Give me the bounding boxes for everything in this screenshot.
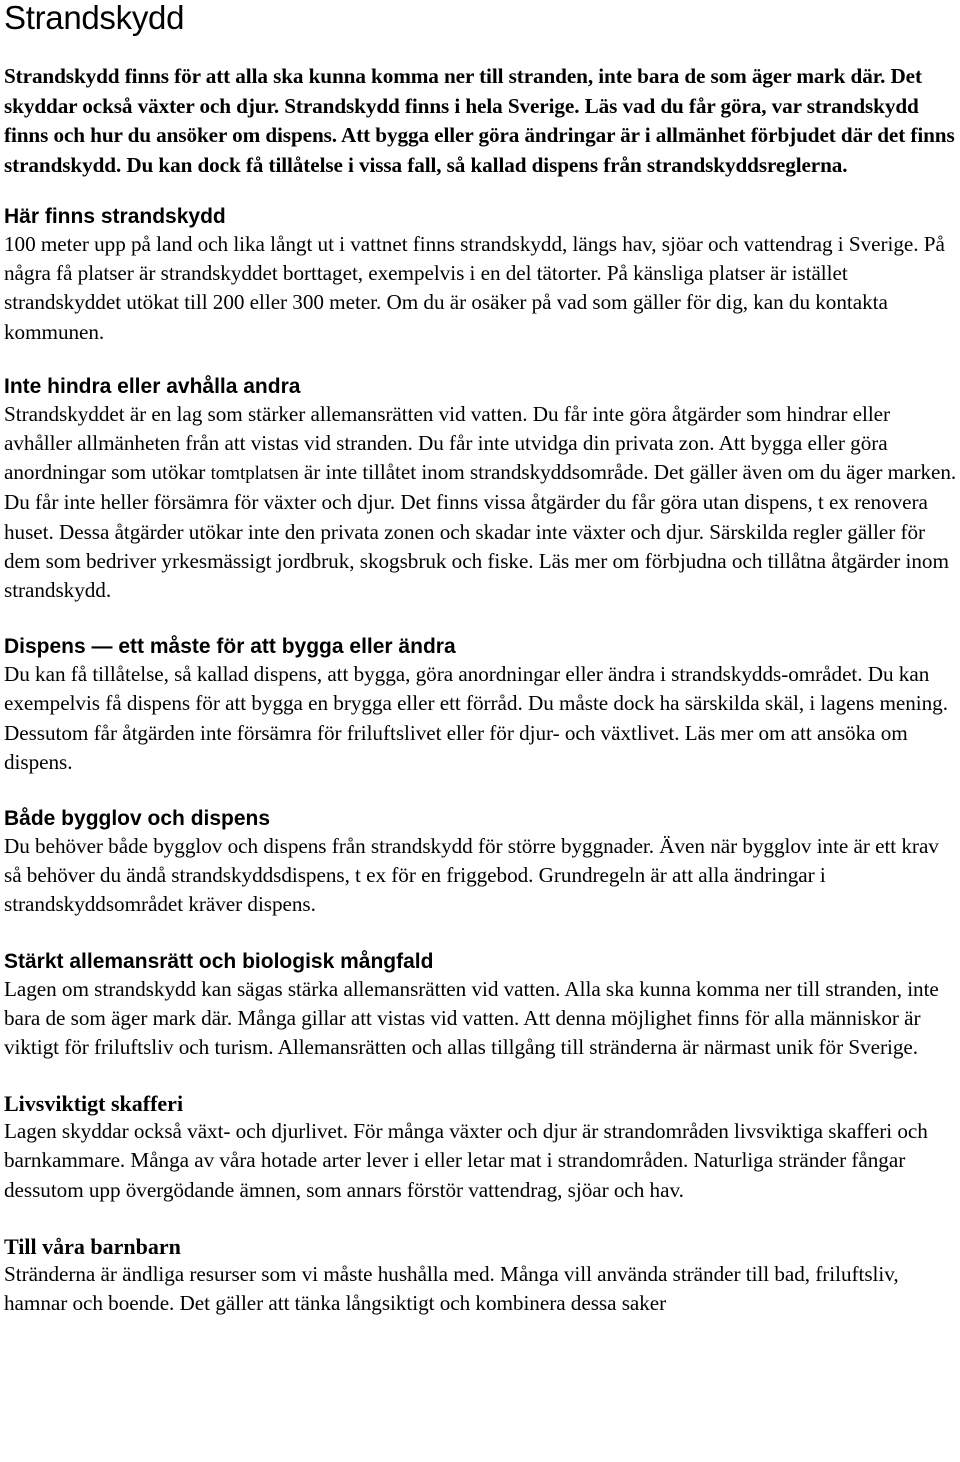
section-livsviktigt-skafferi [4,1091,960,1205]
section-heading: Här finns strandskydd [4,205,226,228]
section-text [4,400,960,605]
section-heading: Dispens — ett måste för att bygga eller ändra [4,635,456,659]
section-heading: Stärkt allemansrätt och biologisk mångfald [4,949,434,973]
section-text: Du behöver både bygglov och dispens från strandskydd för större byggnader. Även när bygglov inte är ett krav så behöver du ändå strandskyddsdispens, t ex för en friggebod. Grundregeln är att alla ändringar i strandskyddsområdet kräver dispens. [4,834,939,917]
page-title: Strandskydd [4,0,185,36]
section-dispens [4,634,960,777]
intro-paragraph: Strandskydd finns för att alla ska kunna komma ner till stranden, inte bara de som äger mark där. Det skyddar också växter och djur. Strandskydd finns i hela Sverige. Läs vad du får göra, var strandskydd finns och hur du ansöker om dispens. Att bygga eller göra ändringar är i allmänhet förbjudet där det finns strandskydd. Du kan dock få tillåtelse i vissa fall, så kallad dispens från strandskyddsreglerna. [4,64,955,177]
section-heading: Till våra barnbarn [4,1233,181,1259]
section-text-part: är inte tillåtet inom strandskyddsområde. Det gäller även om du äger marken. Du får inte heller försämra för växter och djur. Det finns vissa åtgärder du får göra utan dispens, t ex renovera huset. Dessa åtgärder utökar inte den privata zonen och skadar inte växter och djur. Särskilda regler gäller för dem som bedriver yrkesmässigt jordbruk, skogsbruk och fiske. Läs mer om förbjudna och tillåtna åtgärder inom strandskydd. [4,460,957,603]
section-text: 100 meter upp på land och lika långt ut i vattnet finns strandskydd, längs hav, sjöar och vattendrag i Sverige. På några få platser är strandskyddet borttaget, exempelvis i en del tätorter. På känsliga platser är istället strandskyddet utökat till 200 eller 300 meter. Om du är osäker på vad som gäller för dig, kan du kontakta kommunen. [4,232,945,344]
section-text: Lagen om strandskydd kan sägas stärka allemansrätten vid vatten. Alla ska kunna komma ner till stranden, inte bara de som äger mark där. Många gillar att vistas vid vatten. Att denna möjlighet finns för alla människor är viktigt för friluftsliv och turism. Allemansrätten och allas tillgång till stränderna är närmast unik för Sverige. [4,976,939,1060]
section-text: Du kan få tillåtelse, så kallad dispens, att bygga, göra anordningar eller ändra i strandskydds-området. Du kan exempelvis få dispens för att bygga en brygga eller ett förråd. Du måste dock ha särskilda skäl, i lagens mening. Dessutom får åtgärden inte försämra för friluftslivet eller för djur- och växtlivet. Läs mer om att ansöka om dispens. [4,662,948,774]
section-text: Stränderna är ändliga resurser som vi måste hushålla med. Många vill använda stränder till bad, friluftsliv, hamnar och boende. Det gäller att tänka långsiktigt och kombinera dessa saker [4,1261,899,1316]
section-text: Lagen skyddar också växt- och djurlivet. För många växter och djur är strandområden livsviktiga skafferi och barnkammare. Många av våra hotade arter lever i eller letar mat i strandområden. Naturliga stränder fångar dessutom upp övergödande ämnen, som annars förstör vattendrag, sjöar och hav. [4,1119,928,1202]
section-inte-hindra [4,374,960,605]
section-text-small: tomtplatsen [210,463,299,485]
section-heading: Livsviktigt skafferi [4,1091,184,1117]
section-bygglov-och-dispens [4,806,960,920]
section-till-vara-barnbarn [4,1234,960,1318]
section-heading: Inte hindra eller avhålla andra [4,374,301,398]
section-text-part: Strandskyddet är en lag som stärker allemansrätten vid vatten. Du får inte göra åtgärder som hindrar eller avhåller allmänheten från att vistas vid stranden. Du får inte utvidga din privata zon. Att bygga eller göra anordningar som utökar [4,401,891,485]
section-har-finns-strandskydd [4,204,960,347]
section-heading: Både bygglov och dispens [4,807,271,831]
section-allemansratt [4,949,960,1063]
